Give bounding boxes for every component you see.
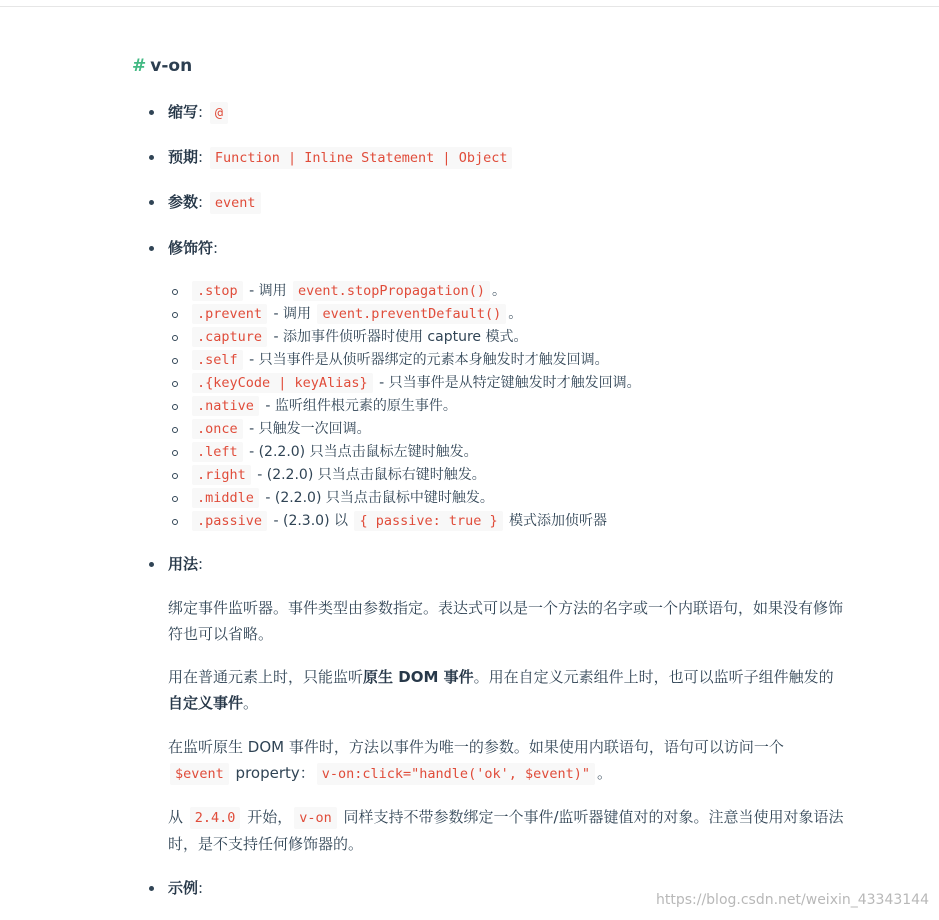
usage-paragraph-2	[168, 664, 848, 716]
modifier-code: .prevent	[192, 304, 267, 324]
circle-bullet	[172, 335, 178, 341]
modifier-code: .right	[192, 465, 251, 485]
text: property：	[230, 764, 315, 782]
bold-text: 原生 DOM 事件	[363, 668, 474, 686]
modifier-desc-end: 模式添加侦听器	[504, 513, 608, 529]
usage-paragraph-1: 绑定事件监听器。事件类型由参数指定。表达式可以是一个方法的名字或一个内联语句，如果没有修饰符也可以省略。	[168, 599, 844, 643]
inline-code: v-on	[294, 807, 337, 829]
text: 在监听原生 DOM 事件时，方法以事件为唯一的参数。如果使用内联语句，语句可以访问一个	[168, 738, 784, 756]
modifier-desc-end: 。	[508, 306, 523, 322]
modifier-item	[190, 349, 641, 372]
modifier-item	[190, 464, 641, 487]
text: 同样支持不带参数绑定一个事件/监听器键值对的对象。注意当使用对象语法时，是不支持任何修饰器的。	[168, 808, 844, 853]
circle-bullet	[172, 450, 178, 456]
text: 开始，	[242, 808, 293, 826]
top-divider	[0, 6, 939, 7]
usage-label: 用法	[168, 555, 199, 573]
modifier-item	[190, 280, 641, 303]
colon: :	[213, 239, 219, 257]
anchor-hash-link[interactable]: #	[132, 56, 147, 76]
circle-bullet	[172, 519, 178, 525]
circle-bullet	[172, 404, 178, 410]
modifier-item	[190, 372, 641, 395]
text: 。	[243, 694, 259, 712]
argument-label: 参数	[168, 193, 199, 211]
abbrev-label: 缩写	[168, 103, 199, 121]
modifier-desc: - (2.3.0) 以	[269, 513, 353, 529]
circle-bullet	[172, 381, 178, 387]
text: 。用在自定义元素组件上时，也可以监听子组件触发的	[473, 668, 834, 686]
modifier-item	[190, 395, 641, 418]
modifiers-item	[168, 237, 218, 259]
circle-bullet	[172, 358, 178, 364]
modifier-desc: - 监听组件根元素的原生事件。	[260, 398, 457, 414]
modifiers-label: 修饰符	[168, 239, 214, 257]
modifier-desc: - 添加事件侦听器时使用 capture 模式。	[269, 329, 528, 345]
modifier-desc: - 只触发一次回调。	[244, 421, 371, 437]
bold-text: 自定义事件	[168, 694, 244, 712]
modifier-desc: - 调用	[244, 283, 292, 299]
inline-code: v-on:click="handle('ok', $event)"	[317, 763, 595, 785]
modifier-item	[190, 510, 641, 533]
modifier-code: .once	[192, 419, 243, 439]
expects-item	[168, 146, 514, 169]
modifier-item	[190, 418, 641, 441]
modifier-desc: - 调用	[269, 306, 316, 322]
modifier-list	[190, 280, 641, 533]
modifier-code: .middle	[192, 488, 259, 508]
usage-paragraph-3	[168, 734, 848, 787]
bullet-dot	[149, 110, 154, 115]
modifier-desc: - (2.2.0) 只当点击鼠标左键时触发。	[244, 444, 478, 460]
modifier-item	[190, 487, 641, 510]
colon: :	[198, 555, 204, 573]
watermark: https://blog.csdn.net/weixin_43343144	[655, 892, 929, 908]
modifier-item	[190, 326, 641, 349]
expects-label: 预期	[168, 148, 199, 166]
argument-item	[168, 191, 263, 214]
bullet-dot	[149, 246, 154, 251]
circle-bullet	[172, 427, 178, 433]
modifier-code: .left	[192, 442, 243, 462]
usage-item	[168, 553, 203, 575]
argument-value: event	[210, 192, 261, 214]
example-item	[168, 877, 203, 899]
modifier-inline-code: event.stopPropagation()	[293, 281, 490, 301]
modifier-desc: - 只当事件是从特定键触发时才触发回调。	[374, 375, 641, 391]
example-label: 示例	[168, 879, 199, 897]
modifier-desc-end: 。	[491, 283, 506, 299]
modifier-inline-code: { passive: true }	[354, 511, 502, 531]
modifier-item	[190, 303, 641, 326]
modifier-inline-code: event.preventDefault()	[317, 304, 506, 324]
colon: :	[198, 193, 204, 211]
text: 从	[168, 808, 188, 826]
expects-value: Function | Inline Statement | Object	[210, 147, 513, 169]
abbrev-item	[168, 101, 230, 124]
bullet-dot	[149, 200, 154, 205]
inline-code: 2.4.0	[190, 807, 241, 829]
text: 。	[596, 764, 612, 782]
circle-bullet	[172, 473, 178, 479]
modifier-code: .capture	[192, 327, 267, 347]
abbrev-value: @	[210, 102, 228, 124]
modifier-code: .native	[192, 396, 259, 416]
modifier-desc: - (2.2.0) 只当点击鼠标右键时触发。	[252, 467, 486, 483]
colon: :	[198, 148, 204, 166]
section-heading	[132, 54, 192, 78]
modifier-code: .self	[192, 350, 243, 370]
circle-bullet	[172, 496, 178, 502]
bullet-dot	[149, 562, 154, 567]
usage-paragraph-4	[168, 804, 848, 857]
circle-bullet	[172, 289, 178, 295]
text: 用在普通元素上时，只能监听	[168, 668, 364, 686]
modifier-item	[190, 441, 641, 464]
modifier-desc: - (2.2.0) 只当点击鼠标中键时触发。	[260, 490, 494, 506]
bullet-dot	[149, 155, 154, 160]
bullet-dot	[149, 886, 154, 891]
modifier-code: .passive	[192, 511, 267, 531]
inline-code: $event	[170, 763, 229, 785]
heading-title: v-on	[150, 56, 193, 76]
colon: :	[198, 103, 204, 121]
circle-bullet	[172, 312, 178, 318]
modifier-code: .{keyCode | keyAlias}	[192, 373, 373, 393]
colon: :	[198, 879, 204, 897]
modifier-code: .stop	[192, 281, 243, 301]
modifier-desc: - 只当事件是从侦听器绑定的元素本身触发时才触发回调。	[244, 352, 609, 368]
